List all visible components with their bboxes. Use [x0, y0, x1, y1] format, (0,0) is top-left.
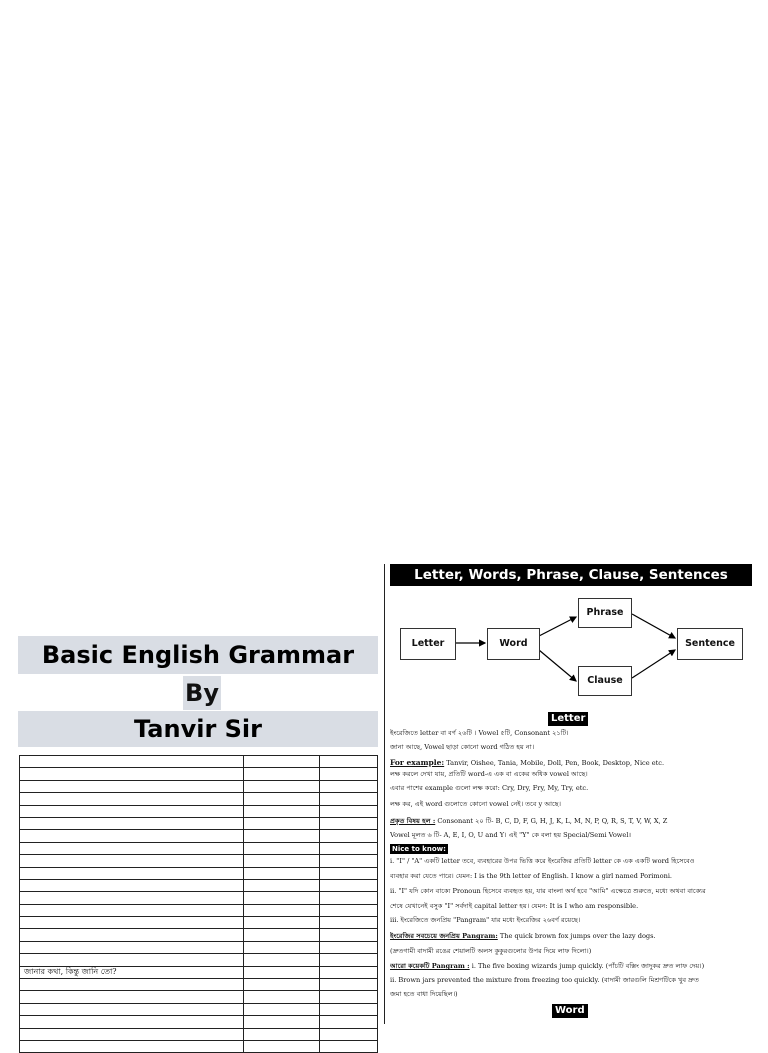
table-cell	[319, 929, 377, 941]
table-cell	[20, 830, 244, 842]
pangram-text: The quick brown fox jumps over the lazy dogs.	[497, 932, 656, 940]
table-cell	[319, 917, 377, 929]
table-cell	[243, 1003, 319, 1015]
pangram-label: ইংরেজির সবচেয়ে জনপ্রিয় Pangram:	[390, 932, 498, 940]
table-cell	[20, 817, 244, 829]
table-cell	[319, 793, 377, 805]
table-cell	[243, 780, 319, 792]
table-cell	[243, 756, 319, 768]
table-cell	[20, 879, 244, 891]
nice-to-know-label: Nice to know:	[392, 845, 446, 853]
table-cell	[319, 879, 377, 891]
text-line	[390, 758, 760, 768]
table-row	[20, 954, 378, 966]
text-line: Vowel মূলত ৬ টি- A, E, I, O, U and Y। এই "Y" কে বলা হয় Special/Semi Vowel।	[390, 831, 631, 839]
table-cell	[319, 979, 377, 991]
table-cell	[319, 1016, 377, 1028]
table-cell	[20, 1003, 244, 1015]
arrow-clause-sentence	[632, 650, 675, 678]
diagram-node-clause: Clause	[578, 666, 632, 696]
table-cell	[20, 941, 244, 953]
table-cell	[319, 867, 377, 879]
table-row	[20, 1003, 378, 1015]
table-cell	[20, 979, 244, 991]
table-row	[20, 1040, 378, 1052]
table-cell	[319, 842, 377, 854]
word-heading: Word	[552, 1004, 588, 1018]
table-cell	[243, 830, 319, 842]
table-row	[20, 768, 378, 780]
text-line: জমা হতে বাধা দিয়েছিল।)	[390, 990, 458, 998]
text-line	[390, 817, 760, 826]
right-page	[388, 564, 760, 1024]
table-cell	[20, 892, 244, 904]
table-cell	[243, 892, 319, 904]
table-cell	[243, 867, 319, 879]
text-line: শেষে যেখানেই বসুক "I" সর্বদাই capital letter হয়। যেমন: It is I who am responsible.	[390, 902, 639, 910]
section-title: Letter, Words, Phrase, Clause, Sentences	[390, 564, 752, 586]
table-cell	[243, 1040, 319, 1052]
table-cell	[319, 855, 377, 867]
table-cell	[20, 768, 244, 780]
table-cell	[319, 991, 377, 1003]
table-cell	[319, 780, 377, 792]
table-cell	[319, 768, 377, 780]
table-row	[20, 867, 378, 879]
table-cell	[243, 1028, 319, 1040]
table-row	[20, 830, 378, 842]
table-cell	[243, 966, 319, 978]
example-words: Tanvir, Oishee, Tania, Mobile, Doll, Pen, Book, Desktop, Nice etc.	[444, 759, 665, 767]
table-cell	[319, 904, 377, 916]
table-cell	[20, 904, 244, 916]
table-cell	[319, 1040, 377, 1052]
table-row	[20, 1016, 378, 1028]
text-line: i. "I" / "A" একটি letter তবে, ব্যবহারের উপর ভিত্তি করে ইংরেজির প্রতিটি letter কে এক একটি word হিসেবেও	[390, 857, 695, 865]
table-cell	[319, 1028, 377, 1040]
diagram-node-word: Word	[487, 628, 540, 660]
table-cell	[319, 892, 377, 904]
left-page	[0, 564, 382, 1024]
table-cell	[20, 805, 244, 817]
table-cell	[20, 867, 244, 879]
diagram-node-phrase: Phrase	[578, 598, 632, 628]
table-cell	[243, 805, 319, 817]
table-cell	[20, 793, 244, 805]
text-line: (দ্রুতগামী বাদামী রঙের শেয়ালটি অলস কুকুরগুলোর উপর দিয়ে লাফ দিলো।)	[390, 947, 592, 955]
consonant-list: Consonant ২০ টি- B, C, D, F, G, H, J, K, L, M, N, P, Q, R, S, T, V, W, X, Z	[435, 817, 668, 825]
for-example-label: For example:	[390, 758, 445, 767]
pangram-example: i. The five boxing wizards jump quickly. (পাঁচটি বক্সিং জাদুকর দ্রুত লাফ দেয়।)	[469, 962, 705, 970]
more-pangram-label: আরো কয়েকটি Pangram :	[390, 962, 470, 970]
table-row	[20, 879, 378, 891]
letter-heading: Letter	[548, 712, 588, 726]
table-row	[20, 817, 378, 829]
text-line	[390, 962, 760, 971]
table-cell	[243, 842, 319, 854]
fact-label: প্রকৃত বিষয় হল :	[390, 817, 436, 825]
table-cell	[319, 966, 377, 978]
table-row	[20, 842, 378, 854]
table-row	[20, 855, 378, 867]
page-divider	[384, 564, 385, 1024]
table-cell	[20, 991, 244, 1003]
table-cell	[243, 817, 319, 829]
arrow-phrase-sentence	[632, 614, 675, 638]
text-line: লক্ষ করলে দেখা যায়, প্রতিটি word-এ এক বা একের অধিক vowel আছে।	[390, 770, 588, 778]
table-cell	[319, 805, 377, 817]
diagram-node-sentence: Sentence	[677, 628, 743, 660]
table-cell	[243, 979, 319, 991]
diagram-node-letter: Letter	[400, 628, 456, 660]
table-cell	[319, 830, 377, 842]
table-row	[20, 979, 378, 991]
table-cell	[243, 904, 319, 916]
table-cell	[319, 1003, 377, 1015]
table-cell	[243, 991, 319, 1003]
table-cell	[20, 842, 244, 854]
table-cell	[319, 817, 377, 829]
table-cell	[243, 917, 319, 929]
table-cell	[243, 879, 319, 891]
text-line: ii. "I" যদি কোন বাক্যে Pronoun হিসেবে ব্যবহৃত হয়, যার বাংলা অর্থ হবে "আমি" এক্ষেত্রে শুরুতে, মধ্যে অথবা বাক্যের	[390, 887, 706, 895]
table-row	[20, 892, 378, 904]
text-line: iii. ইংরেজিতে জনপ্রিয় "Pangram" যার মধ্যে ইংরেজির ২৬বর্ণ রয়েছে।	[390, 916, 581, 924]
table-row	[20, 929, 378, 941]
table-cell	[319, 756, 377, 768]
table-row	[20, 941, 378, 953]
table-row	[20, 917, 378, 929]
table-row	[20, 793, 378, 805]
text-line: ব্যবহার করা যেতে পারে। যেমন: I is the 9th letter of English. I know a girl named Porimoni.	[390, 872, 673, 880]
table-row	[20, 756, 378, 768]
table-cell	[243, 768, 319, 780]
document-title: Basic English Grammar	[18, 636, 378, 674]
table-cell	[20, 917, 244, 929]
text-line: ইংরেজিতে letter বা বর্ণ ২৬টি । Vowel ৫টি, Consonant ২১টি।	[390, 729, 569, 737]
table-cell	[243, 941, 319, 953]
table-row	[20, 780, 378, 792]
table-cell	[20, 756, 244, 768]
table-cell	[319, 941, 377, 953]
author-name: Tanvir Sir	[18, 711, 378, 747]
table-cell	[243, 1016, 319, 1028]
table-row	[20, 1028, 378, 1040]
table-cell	[20, 954, 244, 966]
text-line: জানা আছে, Vowel ছাড়া কোনো word গঠিত হয় না।	[390, 743, 535, 751]
text-line	[390, 932, 760, 941]
table-row	[20, 966, 378, 978]
text-line: ii. Brown jars prevented the mixture from freezing too quickly. (বাদামী জারগুলি মিশ্রণটিকে খুব দ্রুত	[390, 976, 699, 984]
table-cell	[243, 954, 319, 966]
table-row	[20, 805, 378, 817]
table-cell	[20, 1040, 244, 1052]
blank-table	[19, 755, 378, 1053]
table-note: জানার কথা, কিন্তু জানি তো?	[20, 966, 244, 978]
text-line: লক্ষ কর, এই word গুলোতে কোনো vowel নেই। তবে y আছে।	[390, 800, 562, 808]
table-cell	[243, 793, 319, 805]
table-row	[20, 904, 378, 916]
table-cell	[319, 954, 377, 966]
by-label: By	[183, 676, 221, 710]
table-cell	[20, 1028, 244, 1040]
text-line: এবার পাশের example গুলো লক্ষ করো: Cry, Dry, Fry, My, Try, etc.	[390, 784, 589, 792]
table-cell	[243, 855, 319, 867]
table-cell	[243, 929, 319, 941]
table-cell	[20, 929, 244, 941]
table-cell	[20, 855, 244, 867]
arrow-word-clause	[539, 650, 576, 681]
arrow-word-phrase	[539, 617, 576, 636]
table-cell	[20, 780, 244, 792]
table-cell	[20, 1016, 244, 1028]
table-row	[20, 991, 378, 1003]
